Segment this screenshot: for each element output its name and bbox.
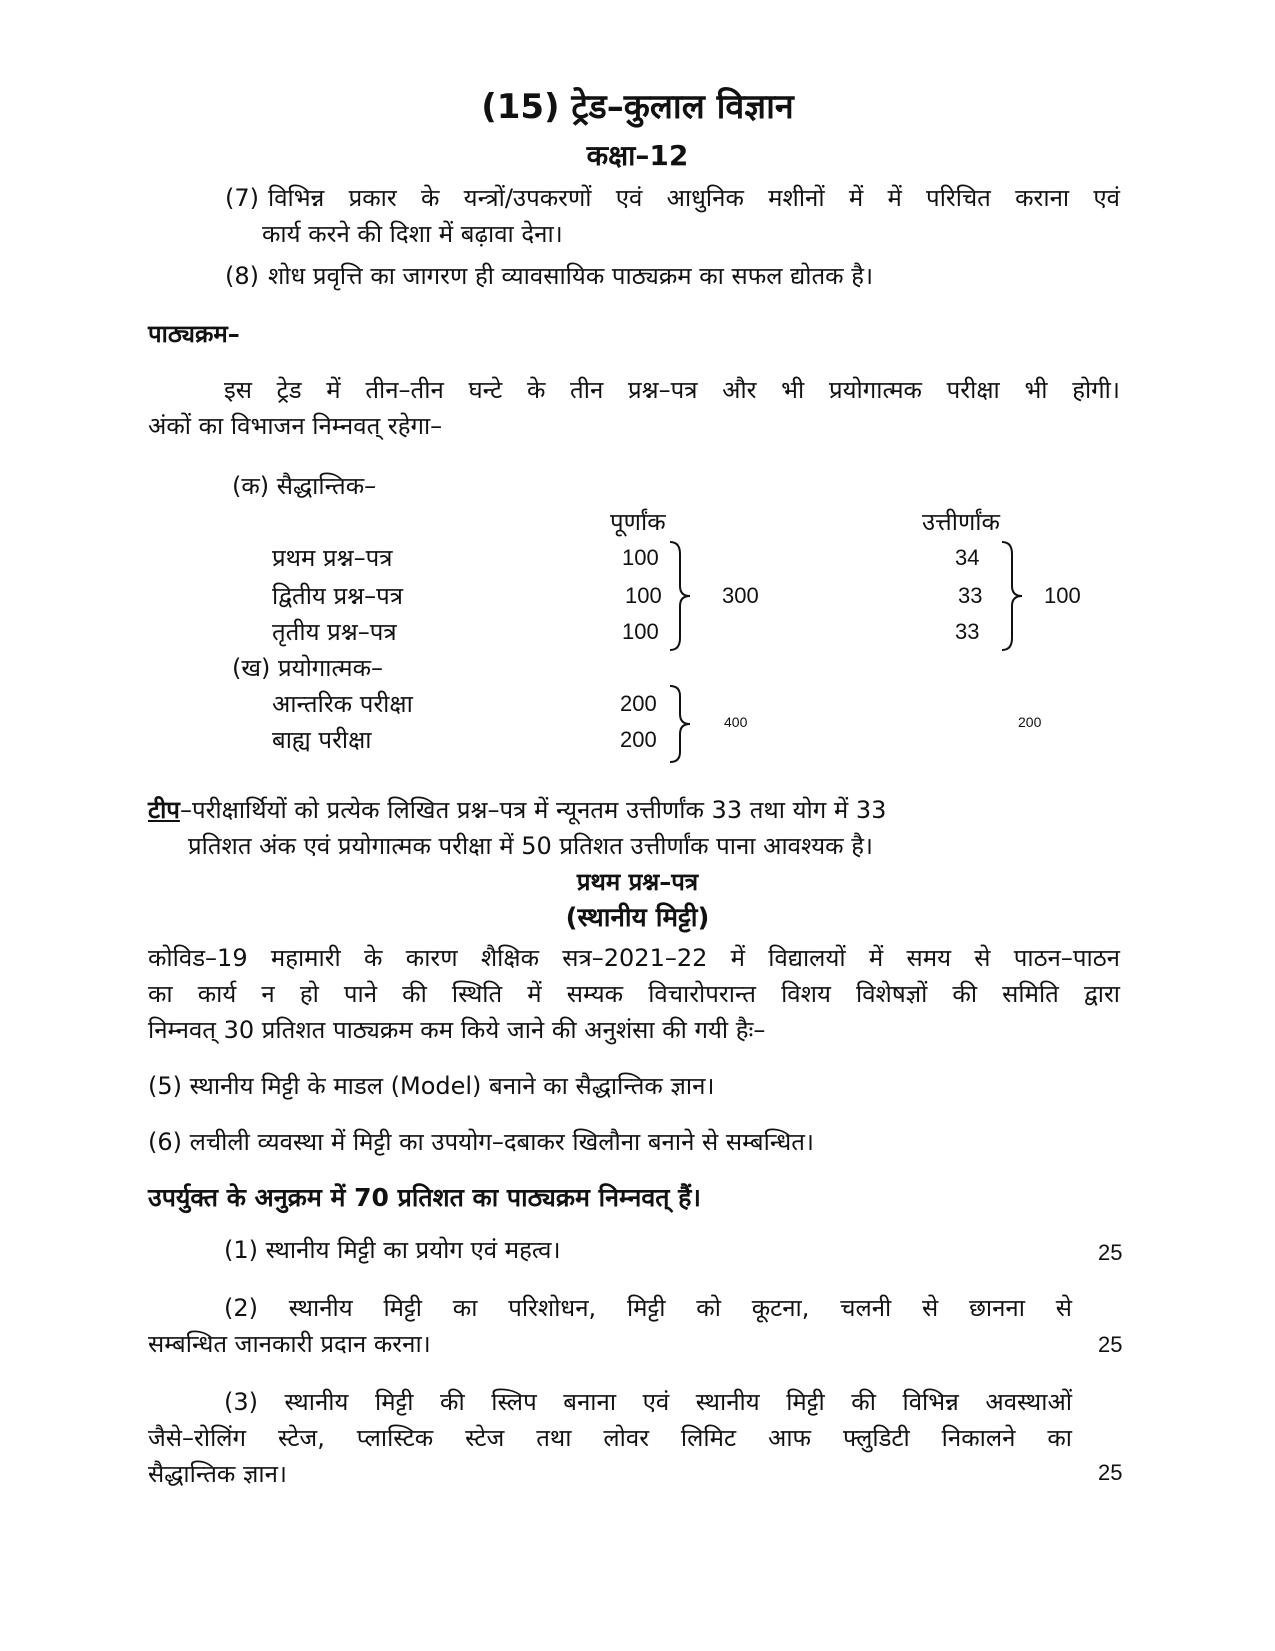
theory-row-full: 100 [625,583,662,608]
column-pass-marks: उत्तीर्णांक [922,508,1000,536]
theory-row-full: 100 [622,545,659,570]
topic-marks: 25 [1098,1240,1123,1265]
paper-subtitle: (स्थानीय मिट्टी) [565,903,710,933]
page-title: (15) ट्रेड–कुलाल विज्ञान [481,87,794,127]
theory-full-brace [668,540,692,652]
column-full-marks: पूर्णांक [610,508,666,536]
objective-7-number: (7) [225,184,259,212]
practical-pass-total: 200 [1018,714,1042,730]
topic-marks: 25 [1098,1460,1123,1485]
class-title: कक्षा–12 [586,139,689,172]
theory-label: (क) सैद्धान्तिक– [232,472,377,500]
syllabus-intro-line2: अंकों का विभाजन निम्नवत् रहेगा– [148,412,443,440]
note-line2: प्रतिशत अंक एवं प्रयोगात्मक परीक्षा में 50 प्रतिशत उत्तीर्णांक पाना आवश्यक है। [188,832,874,860]
practical-row-name: बाह्य परीक्षा [272,726,372,754]
practical-row-name: आन्तरिक परीक्षा [272,690,413,718]
topic-marks: 25 [1098,1332,1123,1357]
covid-line2: का कार्य न हो पाने की स्थिति में सम्यक विचारोपरान्त विशय विशेषज्ञों की समिति द्वारा [148,980,1120,1008]
objective-7-line2: कार्य करने की दिशा में बढ़ावा देना। [262,220,563,248]
theory-row-pass: 34 [955,545,980,570]
paper-title: प्रथम प्रश्न–पत्र [576,868,699,896]
theory-row-full: 100 [622,619,659,644]
topic-2-line2: सम्बन्धित जानकारी प्रदान करना। [148,1330,431,1358]
syllabus-heading: पाठ्यक्रम– [148,320,240,348]
theory-pass-total: 100 [1044,583,1081,608]
objective-8-text: शोध प्रवृत्ति का जागरण ही व्यावसायिक पाठ्यक्रम का सफल द्योतक है। [268,262,874,290]
topic-3-line3: सैद्धान्तिक ज्ञान। [148,1460,287,1488]
note-label: टीप [148,796,180,824]
theory-row-name: द्वितीय प्रश्न–पत्र [272,582,403,610]
removed-item: (6) लचीली व्यवस्था में मिट्टी का उपयोग–दबाकर खिलौना बनाने से सम्बन्धित। [148,1128,815,1156]
note-text: –परीक्षार्थियों को प्रत्येक लिखित प्रश्न–पत्र में न्यूनतम उत्तीर्णांक 33 तथा योग में 33 [179,796,887,824]
covid-line3: निम्नवत् 30 प्रतिशत पाठ्यक्रम कम किये जाने की अनुशंसा की गयी हैः– [148,1016,766,1044]
practical-row-full: 200 [620,691,657,716]
syllabus-intro-line1: इस ट्रेड में तीन–तीन घन्टे के तीन प्रश्न–पत्र और भी प्रयोगात्मक परीक्षा भी होगी। [224,376,1120,404]
practical-row-full: 200 [620,727,657,752]
theory-pass-brace [1000,540,1024,652]
theory-row-pass: 33 [955,619,980,644]
retained-heading: उपर्युक्त के अनुक्रम में 70 प्रतिशत का पाठ्यक्रम निम्नवत् हैं। [148,1183,701,1212]
theory-row-name: तृतीय प्रश्न–पत्र [272,618,397,646]
objective-8-number: (8) [225,262,259,290]
objective-7-line1: विभिन्न प्रकार के यन्त्रों/उपकरणों एवं आधुनिक मशीनों में में परिचित कराना एवं [268,184,1120,212]
topic-3-line1: (3) स्थानीय मिट्टी की स्लिप बनाना एवं स्थानीय मिट्टी की विभिन्न अवस्थाओं [224,1388,1072,1416]
practical-full-brace [668,684,692,764]
topic-2-line1: (2) स्थानीय मिट्टी का परिशोधन, मिट्टी को कूटना, चलनी से छानना से [224,1294,1072,1322]
note-line1 [148,792,886,828]
theory-row-pass: 33 [958,583,983,608]
topic-3-line2: जैसे–रोलिंग स्टेज, प्लास्टिक स्टेज तथा लोवर लिमिट आफ फ्लुडिटी निकालने का [148,1424,1072,1452]
theory-full-total: 300 [722,583,759,608]
practical-label: (ख) प्रयोगात्मक– [232,654,384,682]
practical-full-total: 400 [724,714,748,730]
covid-line1: कोविड–19 महामारी के कारण शैक्षिक सत्र–2021–22 में विद्यालयों में समय से पाठन–पाठन [148,944,1120,972]
topic-1-line1: (1) स्थानीय मिट्टी का प्रयोग एवं महत्व। [224,1236,561,1264]
removed-item: (5) स्थानीय मिट्टी के माडल (Model) बनाने का सैद्धान्तिक ज्ञान। [148,1072,715,1100]
theory-row-name: प्रथम प्रश्न–पत्र [272,544,393,572]
